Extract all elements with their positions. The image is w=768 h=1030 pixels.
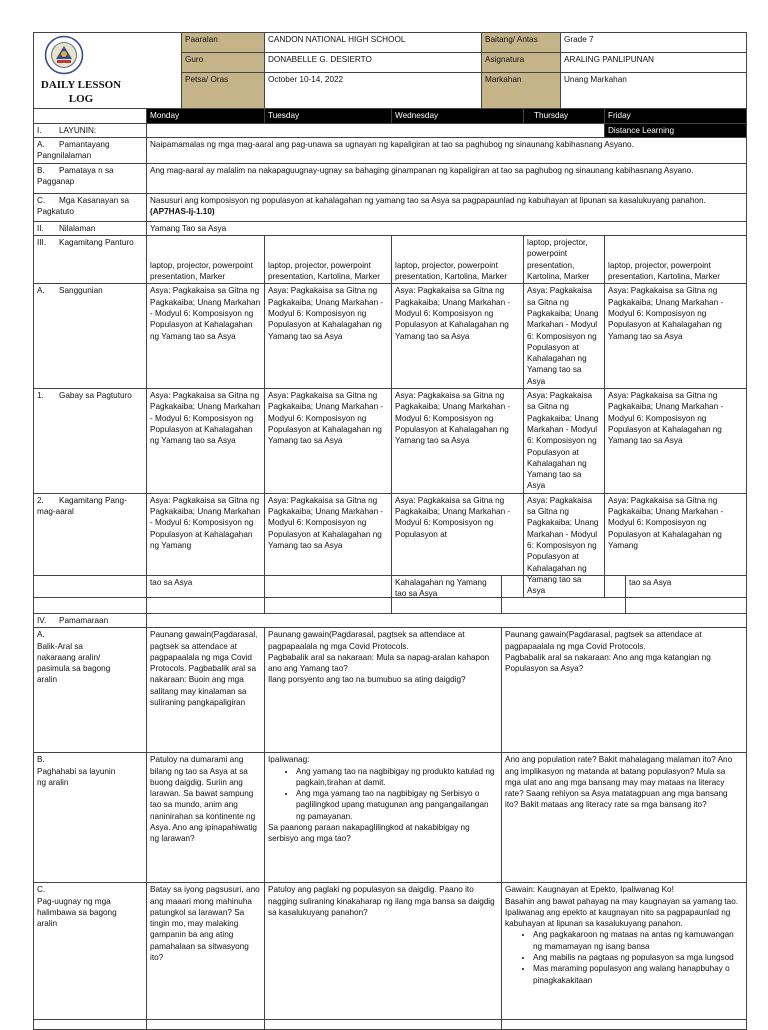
gabay-tuesday: Asya: Pagkakaisa sa Gitna ng Pagkakaiba; Unang Markahan - Modyul 6: Komposisyon ng Populasyon at Kahalagahan ng Yamang tao sa Asya	[265, 389, 392, 494]
mag-aaral-tuesday: Asya: Pagkakaisa sa Gitna ng Pagkakaiba; Unang Markahan - Modyul 6: Komposisyon ng Populasyon at Kahalagahan ng Yamang tao sa Asya	[265, 493, 392, 598]
kagamitang-panturo-thursday: laptop, projector, powerpoint presentation, Kartolina, Marker	[524, 236, 605, 284]
day-friday: Friday	[605, 109, 747, 123]
section-number: I.	[37, 125, 42, 135]
paghahabi-thu-fri: Ano ang population rate? Bakit mahalagang malaman ito? Ano ang implikasyon ng matanda at batang populasyon? Mula sa mga ulat ano ang mga bansang may may mataas na literacy rate? Saang rehiyon sa Asya matatagpuan ang mga bansang ito? Bakit mataas ang literacy rate sa mga bansang ito?	[502, 753, 747, 883]
pag-uugnay-thu-fri	[502, 883, 747, 1020]
nilalaman-label	[34, 221, 147, 235]
balik-aral-line: Pagbabalik aral sa nakaraan: Ano ang mga katangian ng Populasyon sa Asya?	[505, 652, 711, 674]
gawain-title: Gawain: Kaugnayan at Epekto, Ipaliwanag Ko!	[505, 885, 674, 895]
daily-lesson-log-title	[36, 78, 126, 106]
days-corner-cell	[34, 109, 147, 123]
section-label: Sanggunian	[59, 286, 103, 296]
continuation-monday: tao sa Asya	[147, 576, 265, 614]
section-number: B.	[37, 755, 45, 765]
sanggunian-monday: Asya: Pagkakaisa sa Gitna ng Pagkakaiba; Unang Markahan - Modyul 6: Komposisyon ng Populasyon at Kahalagahan ng Yamang tao sa Asya	[147, 284, 265, 389]
section-label: Gabay sa Pagtuturo	[59, 391, 132, 401]
day-monday: Monday	[147, 109, 265, 123]
petsa-value: October 10-14, 2022	[265, 72, 482, 108]
balik-aral-line: Paunang gawain(Pagdarasal, pagtsek sa attendace at pagpapaalala ng mga Covid Protocols.	[505, 630, 702, 651]
day-tuesday: Tuesday	[265, 109, 392, 123]
next-row-stub	[147, 1020, 265, 1030]
paghahabi-intro: Ipaliwanag:	[268, 755, 310, 765]
gabay-monday: Asya: Pagkakaisa sa Gitna ng Pagkakaiba; Unang Markahan - Modyul 6: Komposisyon ng Populasyon at Kahalagahan ng Yamang tao sa Asya	[147, 389, 265, 494]
continuation-friday: tao sa Asya	[626, 576, 747, 614]
paghahabi-tue-wed	[265, 753, 502, 883]
section-label: Pag-uugnay ng mga halimbawa sa bagong aralin	[37, 896, 117, 929]
pamamaraan-empty	[147, 614, 747, 628]
sanggunian-wednesday: Asya: Pagkakaisa sa Gitna ng Pagkakaiba; Unang Markahan - Modyul 6: Komposisyon ng Populasyon at Kahalagahan ng Yamang tao sa Asya	[392, 284, 524, 389]
guro-value: DONABELLE G. DESIERTO	[265, 52, 482, 72]
list-item: • Mas maraming populasyon ang walang hanapbuhay o pinagkakakitaan	[533, 963, 743, 986]
mag-aaral-thursday: Asya: Pagkakaisa sa Gitna ng Pagkakaiba; Unang Markahan - Modyul 6: Komposisyon ng Populasyon at Kahalagahan ng Yamang tao sa Asya	[524, 493, 605, 598]
petsa-label: Petsa/ Oras	[182, 72, 265, 108]
balik-aral-line: Pagbabalik aral sa nakaraan: Mula sa napag-aralan kahapon ano ang Yamang tao?	[268, 652, 490, 674]
balik-aral-line: Paunang gawain(Pagdarasal, pagtsek sa attendace at pagpapaalala ng mga Covid Protocols.	[268, 630, 465, 651]
kagamitang-panturo-monday: laptop, projector, powerpoint presentation, Marker	[147, 236, 265, 284]
section-label: LAYUNIN:	[59, 125, 97, 135]
day-wednesday: Wednesday	[392, 109, 524, 123]
pamamaraan-label	[34, 614, 147, 628]
balik-aral-line: Ilang porsyento ang tao na bumubuo sa ating daigdig?	[268, 675, 466, 685]
asignatura-label: Asignatura	[482, 52, 561, 72]
gawain-list	[505, 929, 743, 985]
pag-uugnay-monday: Batay sa iyong pagsusuri, ano ang maaari mong mahinuha patungkol sa larawan? Sa tingin mo, may malaking gampanin ba ang ating pamahalaan sa sitwasyong ito?	[147, 883, 265, 1020]
balik-aral-label	[34, 628, 147, 753]
sanggunian-tuesday: Asya: Pagkakaisa sa Gitna ng Pagkakaiba; Unang Markahan - Modyul 6: Komposisyon ng Populasyon at Kahalagahan ng Yamang tao sa Asya	[265, 284, 392, 389]
balik-aral-thu-fri	[502, 628, 747, 753]
competency-code: (AP7HAS-Ij-1.10)	[150, 207, 215, 217]
title-line-1: DAILY LESSON	[40, 79, 122, 92]
guro-label: Guro	[182, 52, 265, 72]
balik-aral-monday: Paunang gawain(Pagdarasal, pagtsek sa attendace at pagpapaalala ng mga Covid Protocols. Pagbabalik aral sa nakaraan: Buoin ang mga salitang may kinalaman sa suliraning pangkapaligiran	[147, 628, 265, 753]
paaralan-label: Paaralan	[182, 33, 265, 53]
paghahabi-monday: Patuloy na dumarami ang bilang ng tao sa Asya at sa buong daigdig. Suriin ang larawan. Sa bawat sampung tao sa mundo, anim ang naninirahan sa kontinente ng Asya. Ano ang ipinapahiwatig ng larawan?	[147, 753, 265, 883]
section-label: Nilalaman	[59, 223, 96, 233]
section-label: Mga Kasanayan sa Pagkatuto	[37, 195, 130, 217]
continuation-thursday	[502, 576, 626, 614]
section-number: IV.	[37, 616, 47, 625]
title-line-2: LOG	[68, 93, 94, 106]
baitang-value: Grade 7	[561, 33, 747, 53]
section-label: Kagamitang Pang-mag-aaral	[37, 495, 127, 517]
pag-uugnay-tue-wed: Patuloy ang paglaki ng populasyon sa daigdig. Paano ito nagging suliraning kinakaharap ng ilang mga bansa sa daigdig sa kasalukuyang panahon?	[265, 883, 502, 1020]
section-label: Balik-Aral sa nakaraang aralin/ pasimula sa bagong aralin	[37, 641, 111, 685]
layunin-label	[34, 123, 147, 137]
gabay-label	[34, 389, 147, 494]
continuation-label-empty	[34, 576, 147, 614]
next-row-stub	[34, 1020, 147, 1030]
section-number: C.	[37, 195, 46, 205]
sanggunian-thursday: Asya: Pagkakaisa sa Gitna ng Pagkakaiba; Unang Markahan - Modyul 6: Komposisyon ng Populasyon at Kahalagahan ng Yamang tao sa Asya	[524, 284, 605, 389]
friday-distance-learning: Distance Learning	[605, 123, 747, 137]
section-number: III.	[37, 238, 47, 248]
kagamitang-panturo-friday: laptop, projector, powerpoint presentation, Kartolina, Marker	[605, 236, 747, 284]
paghahabi-label	[34, 753, 147, 883]
section-number: A.	[37, 286, 45, 296]
list-item: • Ang mga yamang tao na nagbibigay ng Serbisyo o paglilingkod upang matugunan ang pangangailangan ng pamayanan.	[296, 788, 498, 822]
markahan-label: Markahan	[482, 72, 561, 108]
gabay-thursday: Asya: Pagkakaisa sa Gitna ng Pagkakaiba; Unang Markahan - Modyul 6: Komposisyon ng Populasyon at Kahalagahan ng Yamang tao sa Asya	[524, 389, 605, 494]
lesson-log-table-page1	[33, 32, 747, 598]
layunin-empty	[147, 123, 605, 137]
kasanayan-body: Nasusuri ang komposisyon ng populasyon at kahalagahan ng yamang tao sa Asya sa pagpapaunlad ng kabuhayan at lipunan sa kasalukuyang panahon.	[150, 195, 706, 205]
mag-aaral-wednesday: Asya: Pagkakaisa sa Gitna ng Pagkakaiba; Unang Markahan - Modyul 6: Komposisyon ng Populasyon at	[392, 493, 524, 598]
section-label: Pamataya n sa Pagganap	[37, 165, 114, 187]
kagamitang-panturo-wednesday: laptop, projector, powerpoint presentation, Kartolina, Marker	[392, 236, 524, 284]
section-number: II.	[37, 223, 44, 233]
paghahabi-outro: Sa paanong paraan nakapaglilingkod at nakabibigay ng serbisyo ang mga tao?	[268, 823, 470, 844]
list-item: • Ang mabilis na pagtaas ng populasyon sa mga lungsod	[533, 952, 743, 963]
section-number: B.	[37, 165, 45, 175]
markahan-value: Unang Markahan	[561, 72, 747, 108]
mag-aaral-monday: Asya: Pagkakaisa sa Gitna ng Pagkakaiba; Unang Markahan - Modyul 6: Komposisyon ng Populasyon at Kahalagahan ng Yamang	[147, 493, 265, 598]
deped-seal-icon	[36, 35, 92, 78]
mag-aaral-friday: Asya: Pagkakaisa sa Gitna ng Pagkakaiba; Unang Markahan - Modyul 6: Komposisyon ng Populasyon at Kahalagahan ng Yamang	[605, 493, 747, 598]
pag-uugnay-label	[34, 883, 147, 1020]
pamantayang-pangnilalaman-label	[34, 137, 147, 163]
section-number: C.	[37, 885, 46, 895]
continuation-tuesday	[265, 576, 392, 614]
header-logo-cell	[34, 33, 182, 109]
kasanayan-label	[34, 193, 147, 221]
pamantayang-pangnilalaman-text: Naipamamalas ng mga mag-aaral ang pag-unawa sa ugnayan ng kapaligiran at tao sa paghubog ng sinaunang kabihasnang Asyano.	[147, 137, 747, 163]
paaralan-value: CANDON NATIONAL HIGH SCHOOL	[265, 33, 482, 53]
sanggunian-friday: Asya: Pagkakaisa sa Gitna ng Pagkakaiba; Unang Markahan - Modyul 6: Komposisyon ng Populasyon at Kahalagahan ng Yamang tao sa Asya	[605, 284, 747, 389]
gabay-wednesday: Asya: Pagkakaisa sa Gitna ng Pagkakaiba; Unang Markahan - Modyul 6: Komposisyon ng Populasyon at Kahalagahan ng Yamang tao sa Asya	[392, 389, 524, 494]
baitang-label: Baitang/ Antas	[482, 33, 561, 53]
gabay-friday: Asya: Pagkakaisa sa Gitna ng Pagkakaiba; Unang Markahan - Modyul 6: Komposisyon ng Populasyon at Kahalagahan ng Yamang tao sa Asya	[605, 389, 747, 494]
gawain-text: Basahin ang bawat pahayag na may kaugnayan sa yamang tao. Ipaliwanag ang epekto at kaugnayan nito sa pagpapaunlad ng kabuhayan at lipunan sa kasalukuyang panahon.	[505, 896, 739, 929]
section-number: 1.	[37, 391, 44, 401]
pamantayan-sa-pagganap-text: Ang mag-aaral ay malalim na nakapaguugnay-ugnay sa bahaging ginampanan ng kapaligiran at tao sa paghubog ng sinaunang kabihasnang Asyano.	[147, 163, 747, 193]
next-row-stub	[265, 1020, 502, 1030]
asignatura-value: ARALING PANLIPUNAN	[561, 52, 747, 72]
next-row-stub	[502, 1020, 747, 1030]
balik-aral-tue-wed	[265, 628, 502, 753]
section-label: Paghahabi sa layunin ng aralin	[37, 766, 116, 787]
list-item: • Ang yamang tao na nagbibigay ng produkto katulad ng pagkain,tirahan at damit.	[296, 766, 498, 789]
section-label: Kagamitang Panturo	[59, 238, 134, 248]
kasanayan-text	[147, 193, 747, 221]
day-thursday: Thursday	[524, 109, 605, 123]
paghahabi-list	[268, 766, 498, 822]
kagamitang-panturo-tuesday: laptop, projector, powerpoint presentation, Kartolina, Marker	[265, 236, 392, 284]
nilalaman-text: Yamang Tao sa Asya	[147, 221, 747, 235]
section-number: A.	[37, 630, 45, 640]
continuation-wednesday: Kahalagahan ng Yamang tao sa Asya	[392, 576, 502, 614]
sanggunian-label	[34, 284, 147, 389]
section-label: Pamamaraan	[59, 616, 109, 625]
pamantayan-sa-pagganap-label	[34, 163, 147, 193]
lesson-log-table-page2	[33, 575, 747, 1030]
kagamitang-panturo-label	[34, 236, 147, 284]
list-item: • Ang pagkakaroon ng mataas na antas ng kamuwangan ng mamamayan ng isang bansa	[533, 929, 743, 952]
section-number: A.	[37, 139, 45, 149]
section-label: Pamantayang Pangnilalaman	[37, 139, 110, 161]
section-number: 2.	[37, 495, 44, 505]
